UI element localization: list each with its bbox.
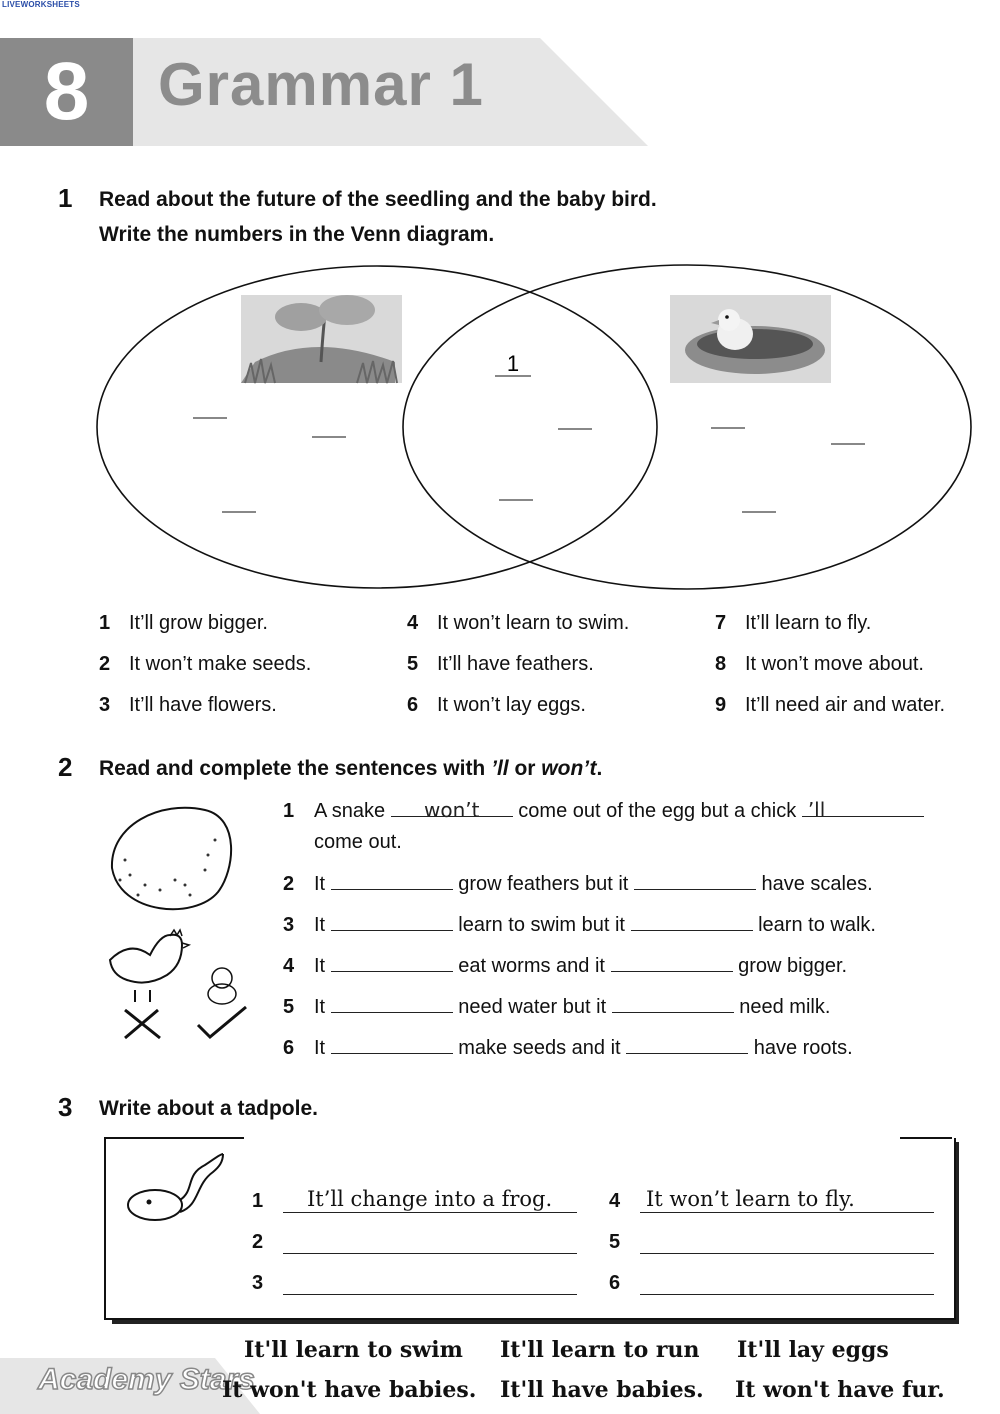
exercise-2-instruction: Read and complete the sentences with ’ll or won’t. [99, 757, 603, 780]
tadpole-row-1: 1 It’ll change into a frog. [252, 1186, 577, 1213]
statement-2: 2 It won’t make seeds. [99, 653, 312, 675]
answer-blank-1b[interactable]: ’ll [802, 798, 924, 817]
answer-blank-5b[interactable] [612, 994, 734, 1013]
tadpole-row-4: 4 It won’t learn to fly. [609, 1186, 934, 1213]
answer-line-1[interactable]: It’ll change into a frog. [283, 1186, 577, 1213]
statement-7: 7 It’ll learn to fly. [715, 612, 872, 634]
answer-blank-4a[interactable] [331, 953, 453, 972]
statement-8: 8 It won’t move about. [715, 653, 924, 675]
option-2: It'll learn to run [500, 1337, 700, 1363]
sentence-2: 2 It grow feathers but it have scales. [283, 873, 873, 895]
sentence-3: 3 It learn to swim but it learn to walk. [283, 914, 876, 936]
answer-line-6[interactable] [640, 1268, 934, 1295]
academy-stars-logo: Academy Stars [38, 1363, 255, 1396]
option-6: It won't have fur. [735, 1377, 945, 1403]
exercise-3-number: 3 [58, 1092, 73, 1122]
statement-5: 5 It’ll have feathers. [407, 653, 594, 675]
statement-3: 3 It’ll have flowers. [99, 694, 277, 716]
box-top-right-edge [900, 1137, 952, 1139]
answer-blank-1a[interactable]: won’t [391, 798, 513, 817]
statement-1: 1 It’ll grow bigger. [99, 612, 268, 634]
sentence-1: 1 A snake won’t come out of the egg but a chick ’ll [283, 798, 924, 823]
answer-blank-6a[interactable] [331, 1035, 453, 1054]
unit-number-box [0, 38, 133, 146]
answer-line-4[interactable]: It won’t learn to fly. [640, 1186, 934, 1213]
statement-6: 6 It won’t lay eggs. [407, 694, 586, 716]
answer-blank-3a[interactable] [331, 912, 453, 931]
answer-line-5[interactable] [640, 1227, 934, 1254]
tadpole-row-3: 3 [252, 1268, 577, 1295]
tadpole-row-2: 2 [252, 1227, 577, 1254]
answer-line-2[interactable] [283, 1227, 577, 1254]
egg-and-chicken-illustration [100, 800, 260, 1045]
answer-blank-4b[interactable] [611, 953, 733, 972]
sentence-4: 4 It eat worms and it grow bigger. [283, 955, 848, 977]
sentence-5: 5 It need water but it need milk. [283, 996, 831, 1018]
instruction-line-1: Read about the future of the seedling and the baby bird. [99, 188, 657, 211]
header-band [0, 38, 1000, 146]
unit-number: 8 [43, 46, 90, 137]
sentence-1-end: come out. [314, 831, 402, 853]
statement-9: 9 It’ll need air and water. [715, 694, 946, 716]
exercise-3-instruction: Write about a tadpole. [99, 1097, 318, 1120]
answer-blank-2b[interactable] [634, 871, 756, 890]
answer-blank-2a[interactable] [331, 871, 453, 890]
answer-line-3[interactable] [283, 1268, 577, 1295]
option-1: It'll learn to swim [244, 1337, 463, 1363]
exercise-2-number: 2 [58, 752, 73, 782]
answer-blank-3b[interactable] [631, 912, 753, 931]
tadpole-illustration [125, 1150, 230, 1225]
venn-diagram [95, 262, 975, 592]
sentence-6: 6 It make seeds and it have roots. [283, 1037, 853, 1059]
watermark: LIVEWORKSHEETS [2, 0, 80, 9]
instruction-line-2: Write the numbers in the Venn diagram. [99, 223, 495, 246]
tadpole-row-5: 5 [609, 1227, 934, 1254]
seedling-image [241, 295, 402, 383]
box-shadow-bottom [112, 1320, 959, 1324]
tadpole-row-6: 6 [609, 1268, 934, 1295]
venn-example-answer: 1 [506, 351, 520, 376]
box-top-left-edge [104, 1137, 244, 1139]
answer-blank-5a[interactable] [331, 994, 453, 1013]
option-4: It won't have babies. [222, 1377, 477, 1403]
baby-bird-image [670, 295, 831, 383]
option-5: It'll have babies. [500, 1377, 704, 1403]
page-title: Grammar 1 [158, 51, 484, 118]
option-3: It'll lay eggs [737, 1337, 889, 1363]
statement-4: 4 It won’t learn to swim. [407, 612, 630, 634]
exercise-1-instruction [99, 182, 657, 252]
venn-blanks [193, 418, 865, 512]
exercise-1-number: 1 [58, 183, 73, 213]
answer-blank-6b[interactable] [626, 1035, 748, 1054]
